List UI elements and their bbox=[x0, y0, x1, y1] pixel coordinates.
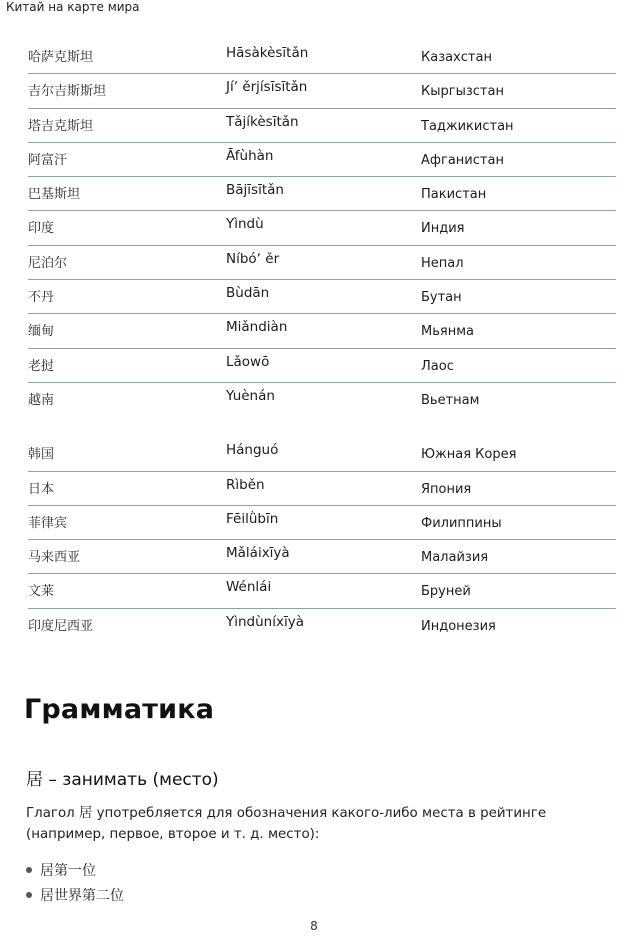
russian-name: Афганистан bbox=[421, 152, 504, 168]
country-table bbox=[28, 40, 616, 643]
grammar-subtitle: 居 – занимать (место) bbox=[26, 770, 219, 790]
chinese-name: 印度尼西亚 bbox=[28, 618, 94, 634]
pinyin: Hánguó bbox=[226, 442, 279, 459]
chinese-name: 印度 bbox=[28, 221, 55, 237]
table-row bbox=[28, 40, 616, 74]
pinyin: Wénlái bbox=[226, 579, 272, 596]
russian-name: Южная Корея bbox=[421, 447, 517, 463]
russian-name: Кыргызстан bbox=[421, 84, 504, 100]
table-row bbox=[28, 383, 616, 417]
chinese-name: 老挝 bbox=[28, 358, 55, 374]
chinese-name: 塔吉克斯坦 bbox=[28, 118, 94, 134]
table-row bbox=[28, 349, 616, 383]
example-list bbox=[26, 860, 124, 910]
russian-name: Казахстан bbox=[421, 50, 492, 65]
chinese-name: 文莱 bbox=[28, 584, 55, 600]
country-group-east-southeast-asia bbox=[28, 437, 616, 643]
chinese-name: 缅甸 bbox=[28, 324, 55, 340]
table-row bbox=[28, 574, 616, 608]
list-item bbox=[26, 885, 124, 910]
table-row bbox=[28, 609, 616, 643]
table-row bbox=[28, 177, 616, 211]
pinyin: Yìndù bbox=[226, 216, 264, 233]
list-item bbox=[26, 860, 124, 885]
example-text: 居第一位 bbox=[40, 863, 96, 879]
bullet-icon bbox=[26, 867, 32, 873]
russian-name: Индонезия bbox=[421, 618, 496, 634]
chinese-name: 韩国 bbox=[28, 447, 55, 463]
pinyin: Bùdān bbox=[226, 285, 270, 302]
grammar-description: Глагол 居 употребляется для обозначения какого-либо места в рейтинге (например, первое, второе и т. д. место): bbox=[26, 806, 547, 842]
russian-name: Таджикистан bbox=[421, 118, 514, 134]
russian-name: Япония bbox=[421, 481, 472, 497]
example-text: 居世界第二位 bbox=[40, 888, 124, 904]
country-group-asia-neighbors bbox=[28, 40, 616, 417]
russian-name: Пакистан bbox=[421, 187, 487, 203]
chinese-name: 越南 bbox=[28, 392, 55, 408]
russian-name: Малайзия bbox=[421, 550, 489, 566]
chinese-name: 日本 bbox=[28, 481, 55, 497]
table-row bbox=[28, 314, 616, 348]
chinese-name: 马来西亚 bbox=[28, 550, 81, 566]
pinyin: Miǎndiàn bbox=[226, 319, 288, 336]
running-title: Китай на карте мира bbox=[6, 0, 140, 14]
chinese-name: 不丹 bbox=[28, 290, 55, 306]
russian-name: Вьетнам bbox=[421, 392, 480, 408]
pinyin: Bājīsītǎn bbox=[226, 182, 284, 199]
russian-name: Бруней bbox=[421, 584, 471, 600]
pinyin: Mǎláixīyà bbox=[226, 545, 290, 562]
table-row bbox=[28, 211, 616, 245]
pinyin: Jíʼ ěrjísīsītǎn bbox=[226, 79, 308, 96]
pinyin: Tǎjíkèsītǎn bbox=[226, 113, 299, 130]
bullet-icon bbox=[26, 892, 32, 898]
page-number: 8 bbox=[310, 919, 318, 933]
pinyin: Yuènán bbox=[226, 387, 275, 404]
table-row bbox=[28, 506, 616, 540]
group-spacer bbox=[28, 417, 616, 437]
pinyin: Hāsàkèsītǎn bbox=[226, 45, 309, 61]
section-title: Грамматика bbox=[24, 694, 215, 725]
table-row bbox=[28, 437, 616, 471]
russian-name: Филиппины bbox=[421, 515, 502, 531]
table-row bbox=[28, 246, 616, 280]
pinyin: Lǎowō bbox=[226, 353, 270, 370]
pinyin: Rìběn bbox=[226, 476, 265, 493]
chinese-name: 巴基斯坦 bbox=[28, 187, 81, 203]
table-row bbox=[28, 143, 616, 177]
table-row bbox=[28, 109, 616, 143]
table-row bbox=[28, 540, 616, 574]
pinyin: Fēilǜbīn bbox=[226, 510, 279, 527]
pinyin: Níbóʼ ěr bbox=[226, 250, 280, 267]
russian-name: Непал bbox=[421, 255, 464, 271]
chinese-name: 阿富汗 bbox=[28, 152, 68, 168]
russian-name: Мьянма bbox=[421, 324, 474, 340]
pinyin: Yìndùníxīyà bbox=[226, 613, 304, 630]
russian-name: Бутан bbox=[421, 290, 462, 306]
table-row bbox=[28, 74, 616, 108]
chinese-name: 尼泊尔 bbox=[28, 255, 68, 271]
chinese-name: 哈萨克斯坦 bbox=[28, 50, 94, 65]
pinyin: Āfùhàn bbox=[226, 147, 274, 164]
chinese-name: 菲律宾 bbox=[28, 515, 68, 531]
table-row bbox=[28, 472, 616, 506]
table-row bbox=[28, 280, 616, 314]
russian-name: Индия bbox=[421, 221, 465, 237]
russian-name: Лаос bbox=[421, 358, 454, 374]
chinese-name: 吉尔吉斯斯坦 bbox=[28, 84, 107, 100]
